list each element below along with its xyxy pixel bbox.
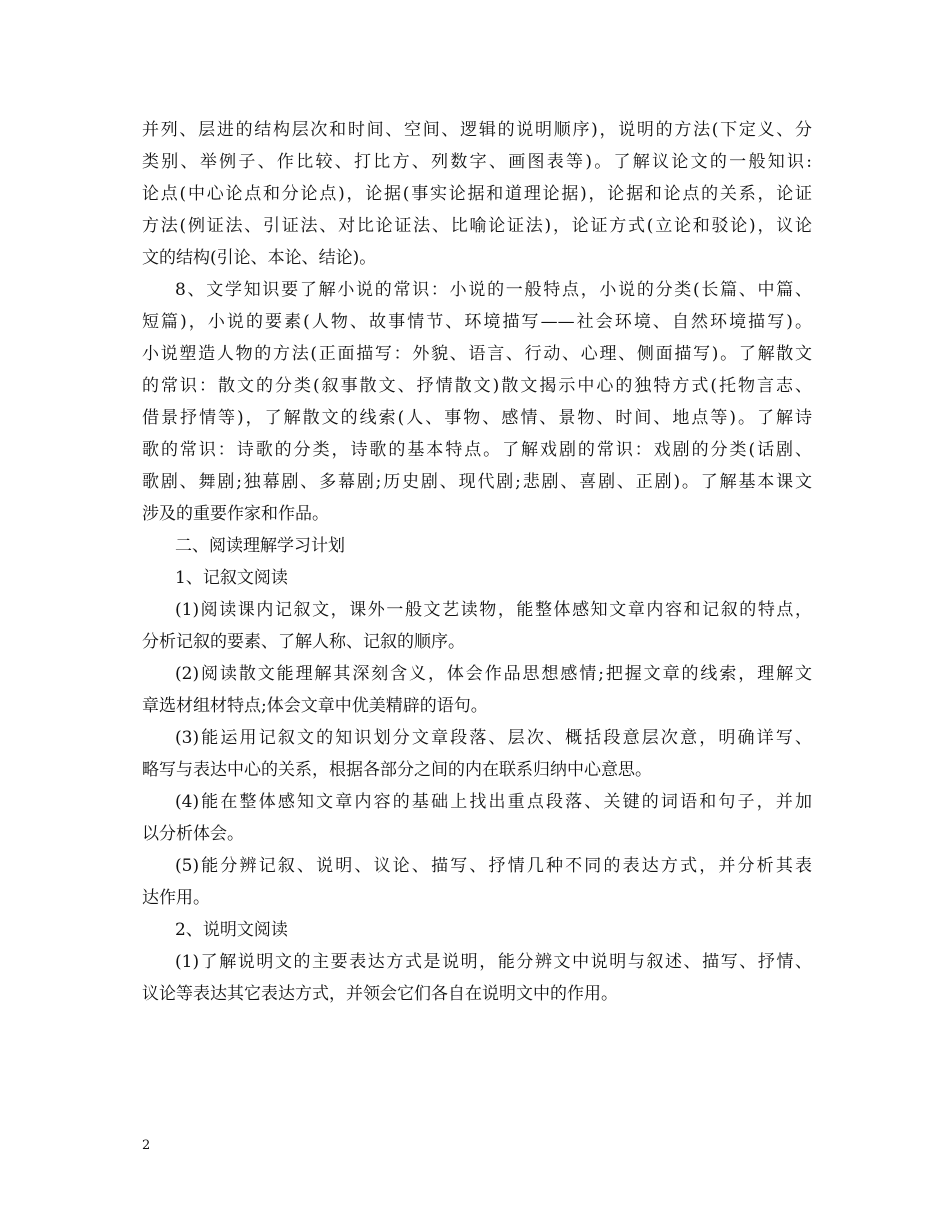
text-line: (1)阅读课内记叙文，课外一般文艺读物，能整体感知文章内容和记叙的特点，	[175, 600, 812, 620]
text-line: 8、文学知识要了解小说的常识：小说的一般特点，小说的分类(长篇、中篇、	[175, 280, 812, 300]
text-line: 以分析体会。	[142, 824, 244, 844]
text-line: 论点(中心论点和分论点)，论据(事实论据和道理论据)，论据和论点的关系，论证	[142, 184, 812, 204]
text-line: 的常识：散文的分类(叙事散文、抒情散文)散文揭示中心的独特方式(托物言志、	[142, 376, 812, 396]
text-line: 分析记叙的要素、了解人称、记叙的顺序。	[142, 632, 465, 652]
text-line: 借景抒情等)，了解散文的线索(人、事物、感情、景物、时间、地点等)。了解诗	[142, 408, 812, 428]
text-line: 1、记叙文阅读	[175, 568, 288, 588]
text-line: 歌的常识：诗歌的分类，诗歌的基本特点。了解戏剧的常识：戏剧的分类(话剧、	[142, 440, 812, 460]
body-text	[142, 114, 812, 1010]
text-line: (3)能运用记叙文的知识划分文章段落、层次、概括段意层次意，明确详写、	[175, 728, 812, 748]
text-line: 2、说明文阅读	[175, 920, 288, 940]
text-line: (4)能在整体感知文章内容的基础上找出重点段落、关键的词语和句子，并加	[175, 792, 812, 812]
text-line: 涉及的重要作家和作品。	[142, 504, 329, 524]
text-line: 议论等表达其它表达方式，并领会它们各自在说明文中的作用。	[142, 984, 618, 1004]
text-line: 短篇)，小说的要素(人物、故事情节、环境描写——社会环境、自然环境描写)。	[142, 312, 812, 332]
text-line: 略写与表达中心的关系，根据各部分之间的内在联系归纳中心意思。	[142, 760, 652, 780]
text-line: 并列、层进的结构层次和时间、空间、逻辑的说明顺序)，说明的方法(下定义、分	[142, 120, 812, 140]
text-line: (2)阅读散文能理解其深刻含义，体会作品思想感情;把握文章的线索，理解文	[175, 664, 812, 684]
text-line: 方法(例证法、引证法、对比论证法、比喻论证法)，论证方式(立论和驳论)，议论	[142, 216, 812, 236]
text-line: 章选材组材特点;体会文章中优美精辟的语句。	[142, 696, 488, 716]
text-line: (1)了解说明文的主要表达方式是说明，能分辨文中说明与叙述、描写、抒情、	[175, 952, 812, 972]
text-line: 二、阅读理解学习计划	[175, 536, 345, 556]
text-line: 类别、举例子、作比较、打比方、列数字、画图表等)。了解议论文的一般知识:	[142, 152, 812, 172]
text-line: (5)能分辨记叙、说明、议论、描写、抒情几种不同的表达方式，并分析其表	[175, 856, 812, 876]
text-line: 歌剧、舞剧;独幕剧、多幕剧;历史剧、现代剧;悲剧、喜剧、正剧)。了解基本课文	[142, 472, 812, 492]
text-line: 达作用。	[142, 888, 210, 908]
page-number: 2	[142, 1138, 151, 1153]
text-line: 文的结构(引论、本论、结论)。	[142, 248, 377, 268]
text-line: 小说塑造人物的方法(正面描写：外貌、语言、行动、心理、侧面描写)。了解散文	[142, 344, 812, 364]
